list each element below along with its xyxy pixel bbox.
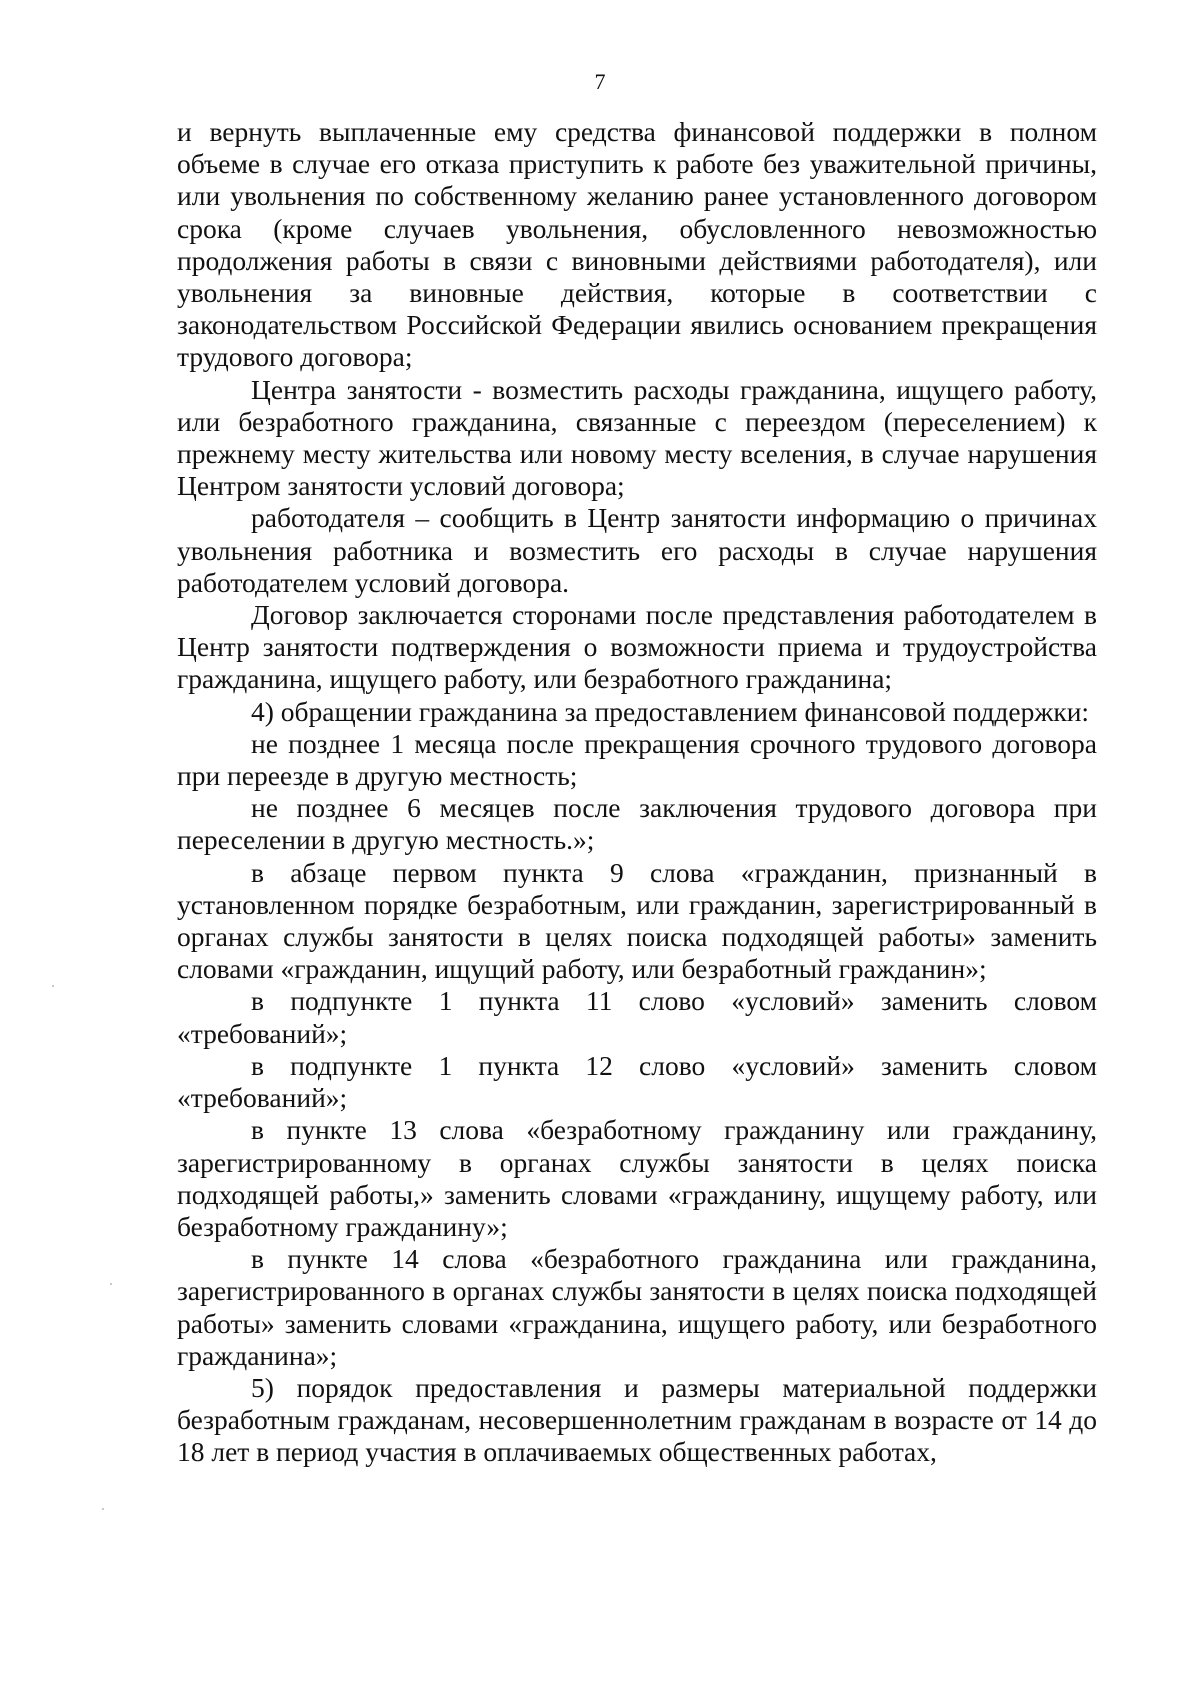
paragraph-point-9: в абзаце первом пункта 9 слова «гражданин, признанный в установленном порядке безработным, или гражданин, зарегистрированный в органах службы занятости в целях поиска подходящей работы» заменить словами «гражданин, ищущий работу, или безработный гражданин»; [177, 856, 1097, 985]
paragraph-contract: Договор заключается сторонами после представления работодателем в Центр занятости подтверждения о возможности приема и трудоустройства гражданина, ищущего работу, или безработного гражданина; [177, 599, 1097, 695]
scan-mark [52, 985, 54, 987]
paragraph-point-13: в пункте 13 слова «безработному гражданину или гражданину, зарегистрированному в органах службы занятости в целях поиска подходящей работы,» заменить словами «гражданину, ищущему работу, или безработному гражданину»; [177, 1114, 1097, 1242]
scan-mark [102, 1508, 104, 1510]
paragraph-deadline-6-months: не позднее 6 месяцев после заключения трудового договора при переселении в другую местность.»; [177, 792, 1097, 856]
paragraph-item-5: 5) порядок предоставления и размеры материальной поддержки безработным гражданам, несовершеннолетним гражданам в возрасте от 14 до 18 лет в период участия в оплачиваемых общественных работах, [177, 1371, 1097, 1468]
paragraph-point-11: в подпункте 1 пункта 11 слово «условий» заменить словом «требований»; [177, 985, 1097, 1049]
paragraph-point-12: в подпункте 1 пункта 12 слово «условий» заменить словом «требований»; [177, 1049, 1097, 1114]
page-number: 7 [594, 69, 606, 94]
paragraph-continuation: и вернуть выплаченные ему средства финансовой поддержки в полном объеме в случае его отказа приступить к работе без уважительной причины, или увольнения по собственному желанию ранее установленного договором срока (кроме случаев увольнения, обусловленного невозможностью продолжения работы в связи с виновными действиями работодателя), или увольнения за виновные действия, которые в соответствии с законодательством Российской Федерации явились основанием прекращения трудового договора; [177, 116, 1097, 373]
paragraph-item-4: 4) обращении гражданина за предоставлением финансовой поддержки: [251, 695, 1090, 727]
paragraph-employer: работодателя – сообщить в Центр занятости информацию о причинах увольнения работника и возместить его расходы в случае нарушения работодателем условий договора. [177, 502, 1097, 598]
paragraph-point-14: в пункте 14 слова «безработного гражданина или гражданина, зарегистрированного в органах службы занятости в целях поиска подходящей работы» заменить словами «гражданина, ищущего работу, или безработного гражданина»; [177, 1243, 1097, 1371]
paragraph-deadline-1-month: не позднее 1 месяца после прекращения срочного трудового договора при переезде в другую местность; [177, 727, 1097, 792]
document-body [177, 116, 1097, 1469]
scan-mark [110, 1283, 112, 1285]
paragraph-employment-center: Центра занятости - возместить расходы гражданина, ищущего работу, или безработного гражданина, связанные с переездом (переселением) к прежнему месту жительства или новому месту вселения, в случае нарушения Центром занятости условий договора; [177, 373, 1097, 502]
